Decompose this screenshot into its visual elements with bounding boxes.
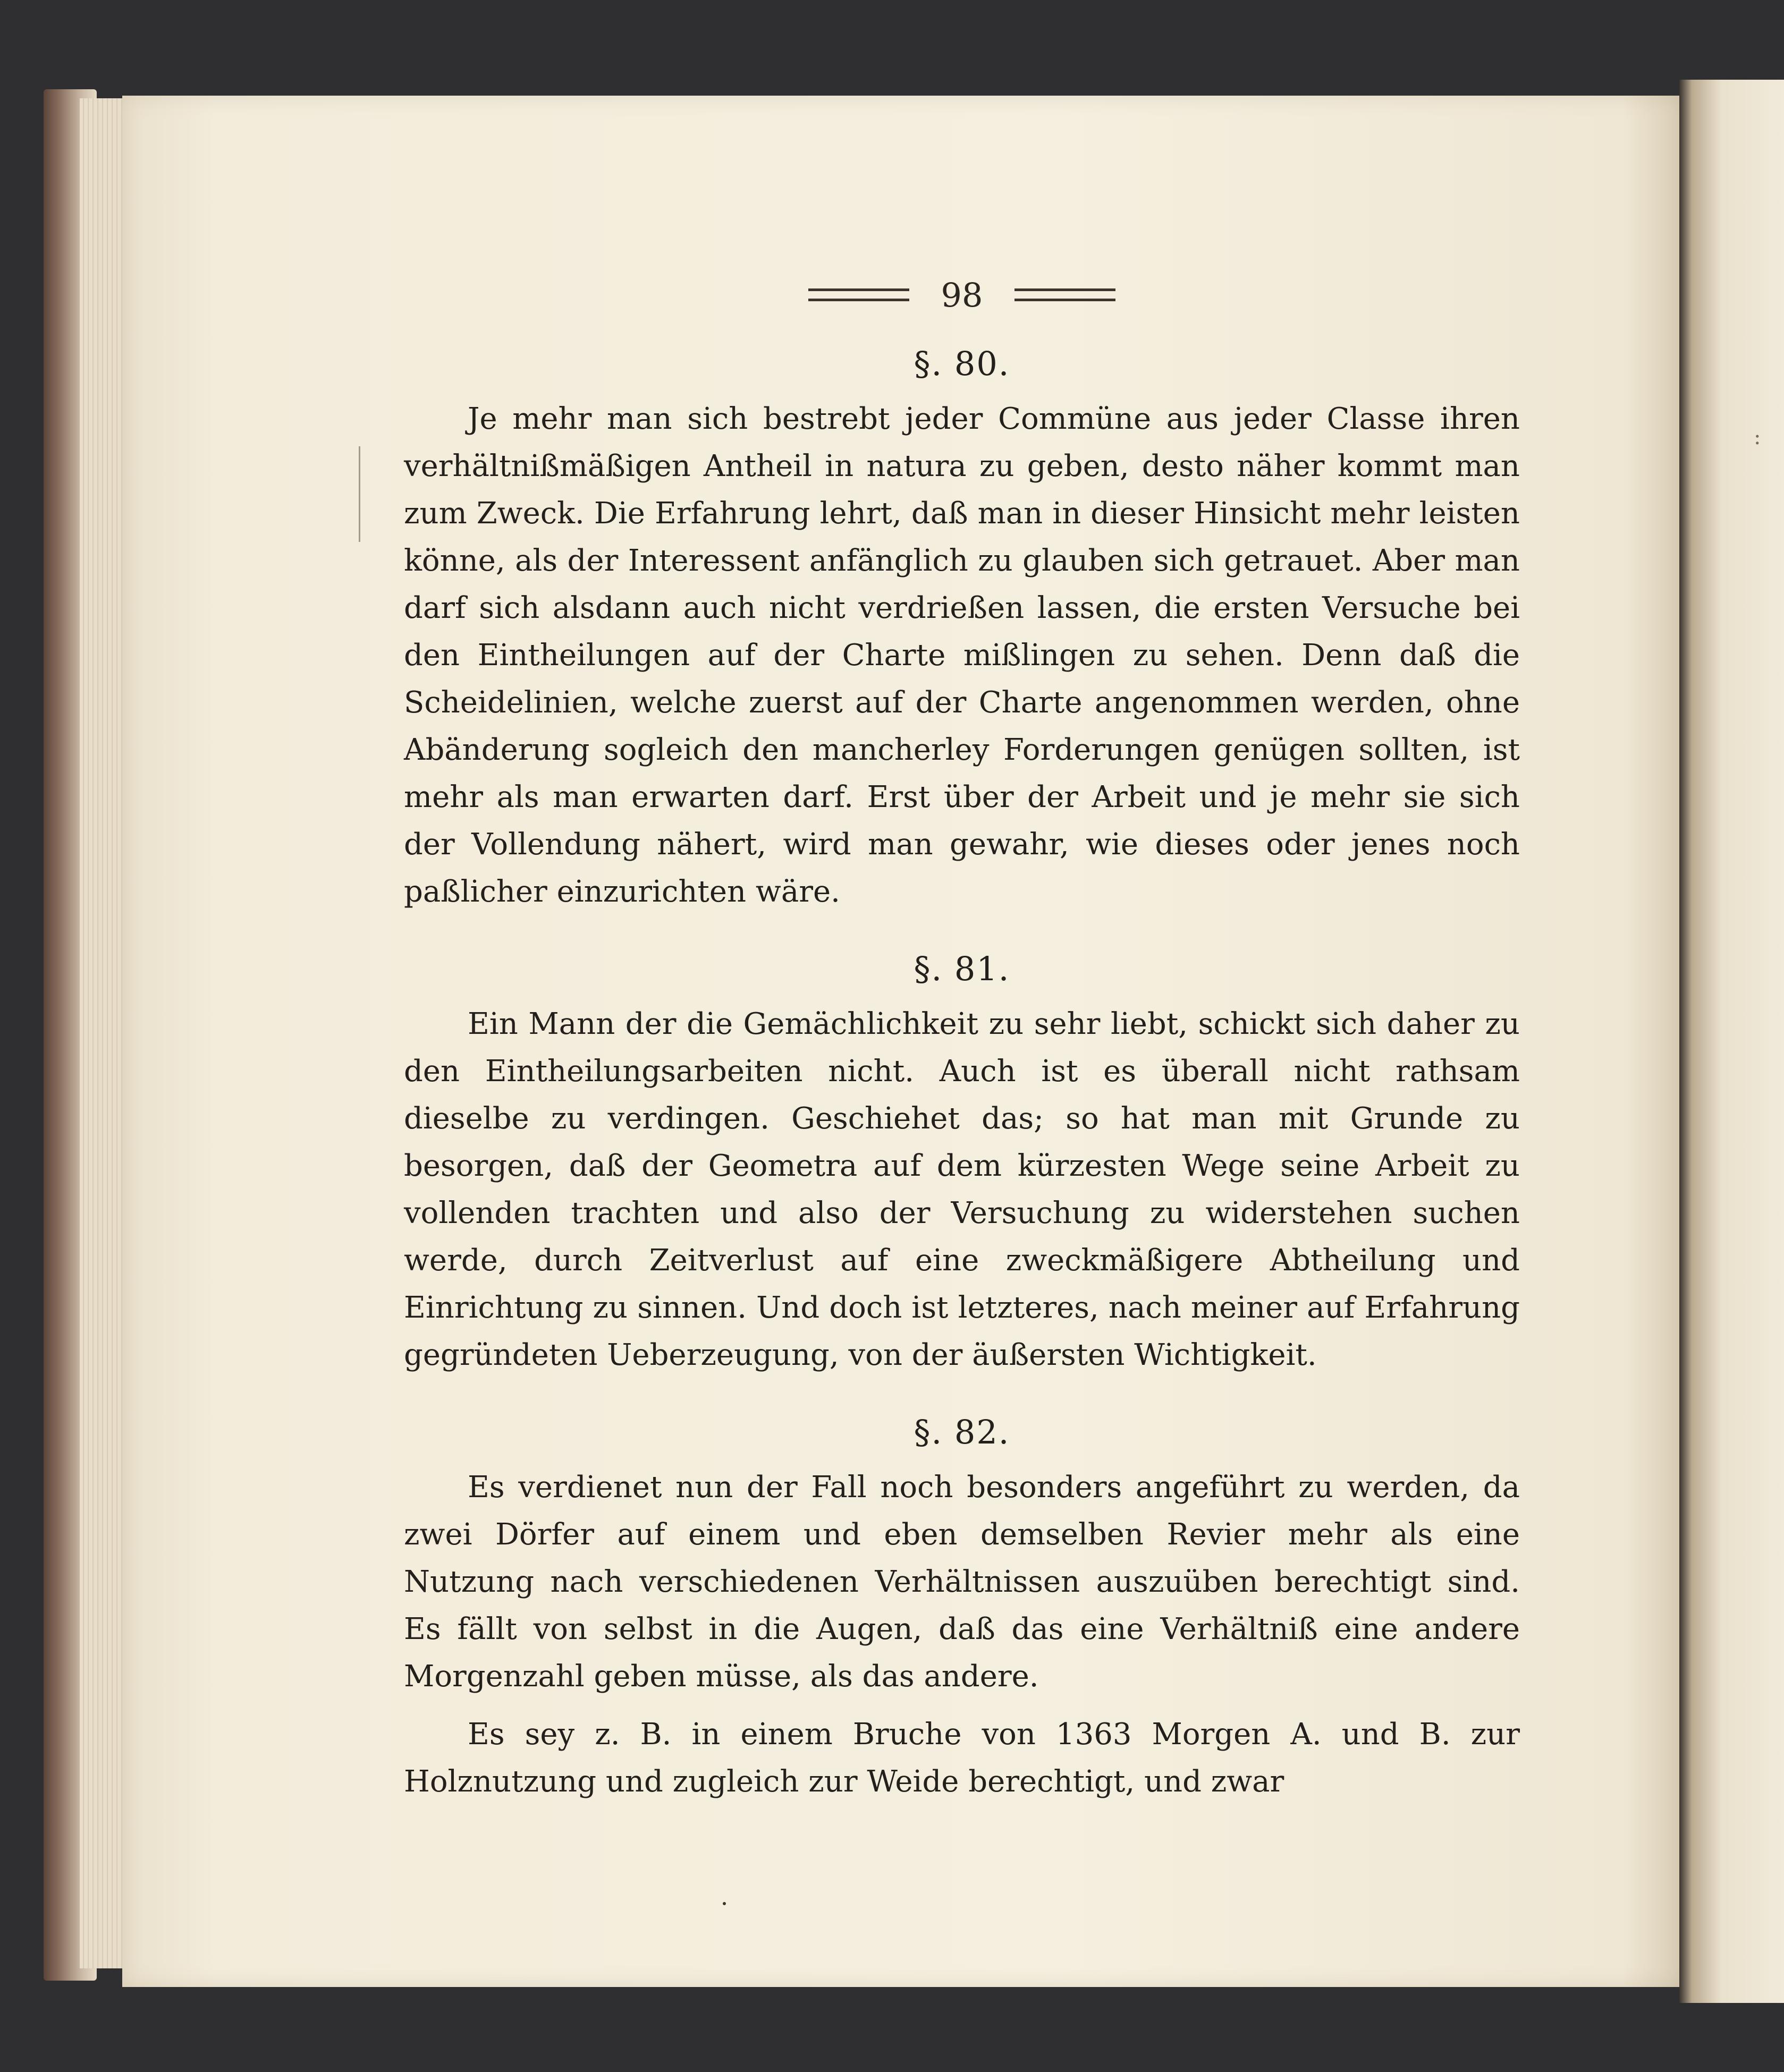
- header-rule-left: [808, 288, 909, 301]
- section-title-81: §. 81.: [914, 949, 1010, 988]
- margin-pencil-mark: [359, 446, 360, 542]
- page-body: [404, 329, 1520, 1805]
- page-header: [802, 271, 1121, 319]
- section-title-80: §. 80.: [914, 344, 1010, 383]
- page-speck: [723, 1902, 726, 1905]
- section-81-paragraph: Ein Mann der die Gemächlichkeit zu sehr liebt, schickt sich daher zu den Eintheilungsarbeiten nicht. Auch ist es überall nicht rathsam dieselbe zu verdingen. Geschiehet das; so hat man mit Grunde zu besorgen, daß der Geometra auf dem kürzesten Wege seine Arbeit zu vollenden trachten und also der Versuchung zu widerstehen suchen werde, durch Zeitverlust auf eine zweckmäßigere Abtheilung und Einrichtung zu sinnen. Und doch ist letzteres, nach meiner auf Erfahrung gegründeten Ueberzeugung, von der äußersten Wichtigkeit.: [404, 1007, 1520, 1372]
- page-number: 98: [941, 275, 983, 315]
- section-80-paragraph: Je mehr man sich bestrebt jeder Commüne aus jeder Classe ihren verhältnißmäßigen Antheil in natura zu geben, desto näher kommt man zum Zweck. Die Erfahrung lehrt, daß man in dieser Hinsicht mehr leisten könne, als der Interessent anfänglich zu glauben sich getrauet. Aber man darf sich alsdann auch nicht verdrießen lassen, die ersten Versuche bei den Eintheilungen auf der Charte mißlingen zu sehen. Denn daß die Scheidelinien, welche zuerst auf der Charte angenommen werden, ohne Abänderung sogleich den mancherley Forderungen genügen sollten, ist mehr als man erwarten darf. Erst über der Arbeit und je mehr sie sich der Vollendung nähert, wird man gewahr, wie dieses oder jenes noch paßlicher einzurichten wäre.: [404, 402, 1520, 909]
- header-rule-right: [1014, 288, 1115, 301]
- facing-page-edge: [1679, 80, 1784, 2003]
- facing-page-mark: :: [1754, 425, 1761, 449]
- section-82-paragraph-1: Es verdienet nun der Fall noch besonders angeführt zu werden, da zwei Dörfer auf einem und eben demselben Revier mehr als eine Nutzung nach verschiedenen Verhältnissen auszuüben berechtigt sind. Es fällt von selbst in die Augen, daß das eine Verhältniß eine andere Morgenzahl geben müsse, als das andere.: [404, 1470, 1520, 1694]
- section-title-82: §. 82.: [914, 1413, 1010, 1451]
- section-82-paragraph-2: Es sey z. B. in einem Bruche von 1363 Morgen A. und B. zur Holznutzung und zugleich zur Weide berechtigt, und zwar: [404, 1717, 1520, 1799]
- page-stack-edge: [80, 98, 128, 1968]
